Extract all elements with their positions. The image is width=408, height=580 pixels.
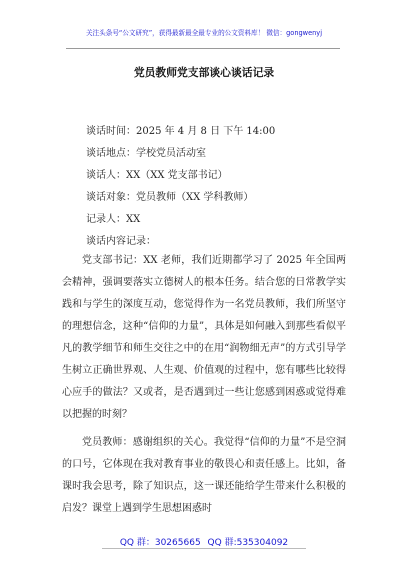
meta-recorder: 记录人：XX [86, 214, 141, 225]
footer-qq-group-2: QQ 群:535304092 [207, 538, 289, 548]
paragraph-secretary: 党支部书记：XX 老师，我们近期都学习了 2025 年全国两会精神，强调要落实立德树人的根本任务。结合您的日常教学实践和与学生的深度互动，您觉得作为一名党员教师，我们所坚守的理想信念，这种“信仰的力量”，具体是如何融入到那些看似平凡的教学细节和师生交往之中的在用“润物细无声”的方式引导学生树立正确世界观、人生观、价值观的过程中，您有哪些比较得心应手的做法？又或者，是否遇到过一些让您感到困惑或觉得难以把握的时刻？ [62, 255, 346, 420]
footer-qq-group-1: QQ 群：30265665 [119, 538, 201, 548]
paragraph-teacher: 党员教师：感谢组织的关心。我觉得“信仰的力量”不是空洞的口号，它体现在我对教育事业的敬畏心和责任感上。比如，备课时我会思考，除了知识点，这一课还能给学生带来什么积极的启发？课堂上遇到学生思想困惑时 [62, 437, 346, 514]
header-banner: 关注头条号“公文研究”，获得最新最全最专业的公文资料库！ 微信：gongwenyj [85, 29, 323, 37]
meta-interviewer: 谈话人：XX（XX 党支部书记） [86, 170, 228, 181]
meta-location: 谈话地点：学校党员活动室 [86, 148, 206, 159]
meta-time: 谈话时间：2025 年 4 月 8 日 下午 14:00 [86, 126, 276, 137]
meta-interviewee: 谈话对象：党员教师（XX 学科教师） [86, 192, 254, 203]
footer-contact [0, 535, 408, 548]
document-title: 党员教师党支部谈心谈话记录 [133, 66, 275, 79]
footer-divider [102, 548, 306, 549]
meta-content-heading: 谈话内容记录： [86, 236, 156, 247]
header-divider [66, 48, 340, 49]
